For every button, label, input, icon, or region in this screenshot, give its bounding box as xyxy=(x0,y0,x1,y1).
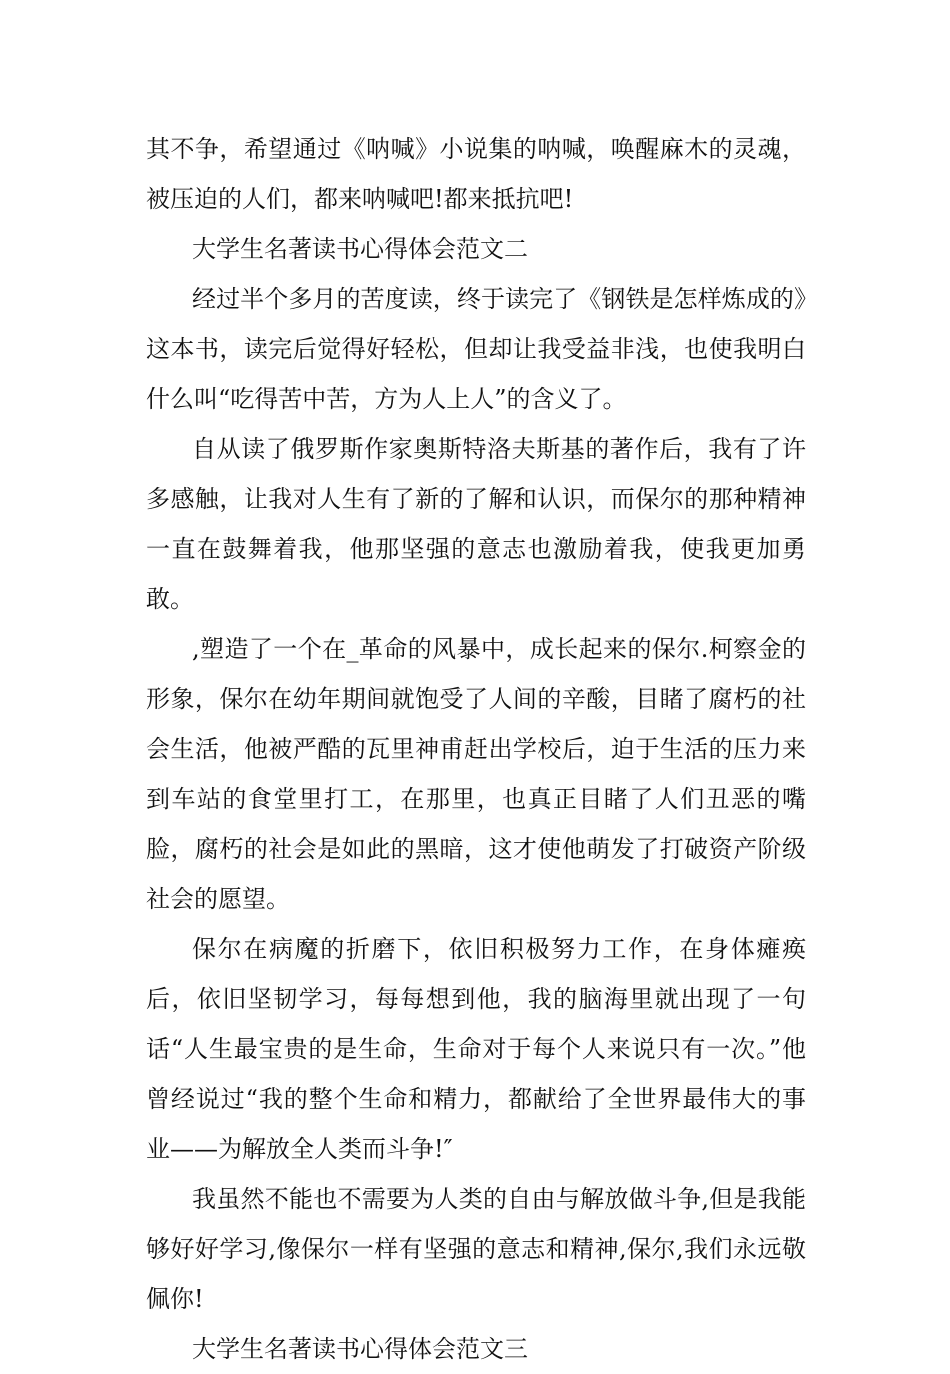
paragraph: 保尔在病魔的折磨下，依旧积极努力工作，在身体瘫痪后，依旧坚韧学习，每每想到他，我的脑海里就出现了一句话“人生最宝贵的是生命，生命对于每个人来说只有一次。”他曾经说过“我的整个生命和精力，都献给了全世界最伟大的事业——为解放全人类而斗争!″ xyxy=(146,935,806,1163)
paragraph: 我虽然不能也不需要为人类的自由与解放做斗争,但是我能够好好学习,像保尔一样有坚强的意志和精神,保尔,我们永远敬佩你! xyxy=(146,1185,806,1313)
paragraph-continuation: 其不争，希望通过《呐喊》小说集的呐喊，唤醒麻木的灵魂，被压迫的人们，都来呐喊吧!都来抵抗吧! xyxy=(146,135,806,213)
paragraph: 经过半个多月的苦度读，终于读完了《钢铁是怎样炼成的》这本书，读完后觉得好轻松，但却让我受益非浅，也使我明白什么叫“吃得苦中苦，方为人上人”的含义了。 xyxy=(146,285,806,413)
document-body xyxy=(146,124,806,1374)
paragraph: 自从读了俄罗斯作家奥斯特洛夫斯基的著作后，我有了许多感触，让我对人生有了新的了解和认识，而保尔的那种精神一直在鼓舞着我，他那坚强的意志也激励着我，使我更加勇敢。 xyxy=(146,435,806,613)
section-heading-essay-three: 大学生名著读书心得体会范文三 xyxy=(192,1335,528,1363)
paragraph: ,塑造了一个在_革命的风暴中，成长起来的保尔.柯察金的形象，保尔在幼年期间就饱受了人间的辛酸，目睹了腐朽的社会生活，他被严酷的瓦里神甫赶出学校后，迫于生活的压力来到车站的食堂里打工，在那里，也真正目睹了人们丑恶的嘴脸，腐朽的社会是如此的黑暗，这才使他萌发了打破资产阶级社会的愿望。 xyxy=(146,635,806,913)
section-heading-essay-two: 大学生名著读书心得体会范文二 xyxy=(192,235,528,263)
